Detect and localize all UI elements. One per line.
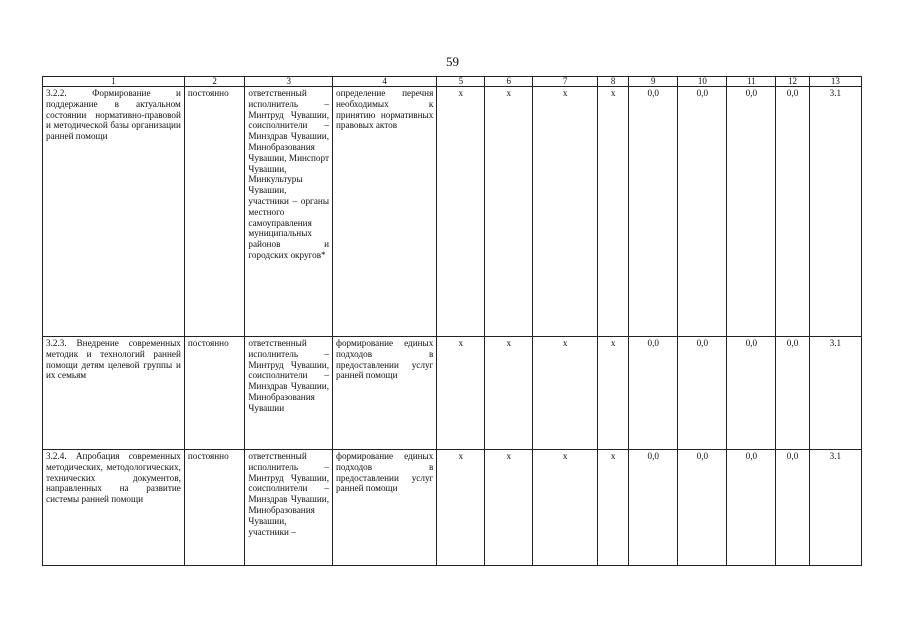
executor-cell: ответственный исполнитель – Минтруд Чувашии, соисполнители – Минздрав Чувашии, Минобразования Чувашии, участники – [245,450,333,566]
value-cell: х [533,87,598,337]
value-cell: х [485,87,533,337]
header-cell: 2 [184,77,245,87]
value-cell: х [597,337,628,450]
value-cell: 0,0 [776,337,809,450]
value-cell: 0,0 [629,87,678,337]
value-cell: 0,0 [678,450,727,566]
page-number: 59 [446,54,459,69]
header-cell: 11 [727,77,776,87]
value-cell: 0,0 [678,337,727,450]
measure-name-cell: 3.2.2. Формирование и поддержание в актуальном состоянии нормативно-правовой и методической базы организации ранней помощи [43,87,185,337]
header-cell: 6 [485,77,533,87]
header-cell: 10 [678,77,727,87]
value-cell: х [597,87,628,337]
value-cell: 0,0 [629,337,678,450]
value-cell: х [485,337,533,450]
term-cell: постоянно [184,450,245,566]
executor-cell: ответственный исполнитель – Минтруд Чувашии, соисполнители – Минздрав Чувашии, Минобразования Чувашии [245,337,333,450]
value-cell: 0,0 [727,87,776,337]
table-row [43,450,862,566]
value-cell: 0,0 [776,450,809,566]
result-cell: определение перечня необходимых к принятию нормативных правовых актов [333,87,437,337]
value-cell: х [437,337,485,450]
header-row [43,77,862,87]
value-cell: 0,0 [629,450,678,566]
header-cell: 5 [437,77,485,87]
value-cell: 0,0 [727,337,776,450]
table-row [43,87,862,337]
term-cell: постоянно [184,337,245,450]
value-cell: х [597,450,628,566]
value-cell: х [533,337,598,450]
value-cell: х [533,450,598,566]
executor-cell: ответственный исполнитель – Минтруд Чувашии, соисполнители – Минздрав Чувашии, Минобразования Чувашии, Минспорт Чувашии, Минкультуры Чувашии, участники – органы местного самоуправления муниципальных районов и городских округов* [245,87,333,337]
measure-name-cell: 3.2.4. Апробация современных методических, методологических, технических документов, направленных на развитие системы ранней помощи [43,450,185,566]
header-cell: 1 [43,77,185,87]
indicator-cell: 3.1 [809,87,861,337]
value-cell: 0,0 [678,87,727,337]
result-cell: формирование единых подходов в предоставлении услуг ранней помощи [333,450,437,566]
value-cell: 0,0 [727,450,776,566]
header-cell: 13 [809,77,861,87]
header-cell: 7 [533,77,598,87]
value-cell: х [485,450,533,566]
header-cell: 4 [333,77,437,87]
indicator-cell: 3.1 [809,450,861,566]
header-cell: 8 [597,77,628,87]
result-cell: формирование единых подходов в предоставлении услуг ранней помощи [333,337,437,450]
value-cell: 0,0 [776,87,809,337]
indicator-cell: 3.1 [809,337,861,450]
header-cell: 3 [245,77,333,87]
value-cell: х [437,450,485,566]
header-cell: 9 [629,77,678,87]
header-cell: 12 [776,77,809,87]
measure-name-cell: 3.2.3. Внедрение современных методик и технологий ранней помощи детям целевой группы и их семьям [43,337,185,450]
table-row [43,337,862,450]
measures-table [42,76,862,566]
term-cell: постоянно [184,87,245,337]
value-cell: х [437,87,485,337]
